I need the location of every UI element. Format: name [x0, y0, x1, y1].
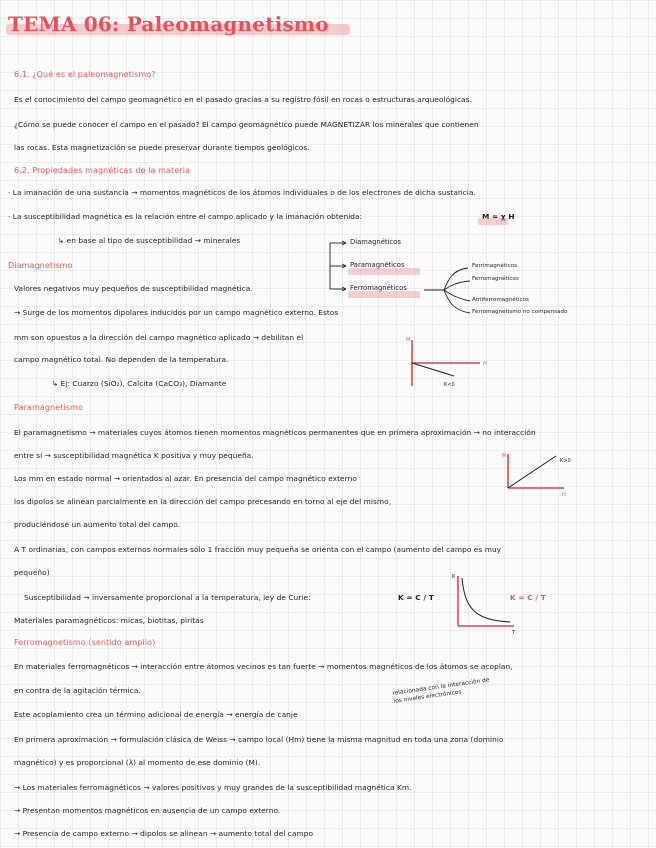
tree-antiferromagneticos: Antiferromagnéticos: [472, 297, 529, 303]
tree-ferro-no-compensado: Ferromagnetismo no compensado: [472, 309, 568, 315]
para-line-3: Los mm en estado normal → orientados al azar. En presencia del campo magnético externo: [14, 474, 357, 483]
dia-line-5: ↳ Ej: Cuarzo (SiO₂), Calcita (CaCO₃), Diamante: [52, 379, 227, 388]
paramagnetism-mh-graph: [500, 450, 590, 500]
dia-graph-y-label: M: [406, 337, 411, 343]
dia-line-4: campo magnético total. No dependen de la temperatura.: [14, 355, 229, 364]
dia-line-2: → Surge de los momentos dipolares inducidos por un campo magnético externo. Estos: [14, 308, 339, 317]
ferro-line-6: → Los materiales ferromagnéticos → valores positivos y muy grandes de la susceptibilidad magnética Km.: [14, 783, 412, 792]
curie-law-graph: [448, 568, 528, 638]
tree-ferrimagneticos: Ferrimagnéticos: [472, 263, 517, 269]
s62-bullet-1: · La imanación de una sustancia → momentos magnéticos de los átomos individuales o de los electrones de dicha sustancia.: [8, 188, 476, 197]
susceptibility-formula: M = χ H: [482, 212, 515, 221]
section-6-1-heading: 6.1. ¿Qué es el paleomagnetismo?: [14, 70, 156, 79]
para-line-5: produciéndose un aumento total del campo.: [14, 520, 181, 529]
para-line-1: El paramagnetismo → materiales cuyos átomos tienen momentos magnéticos permanentes que en primera aproximación → no interacción: [14, 428, 536, 437]
tree-ferromagneticos: Ferromagnéticos: [350, 284, 407, 292]
dia-line-3: mm son opuestos a la dirección del campo magnético aplicado → debilitan el: [14, 333, 304, 342]
tree-paramagneticos: Paramagnéticos: [350, 261, 405, 269]
ferromagnetismo-heading: Ferromagnetismo (sentido amplio): [14, 638, 156, 647]
para-line-9: Materiales paramagnéticos: micas, biotitas, piritas: [14, 616, 204, 625]
s62-bullet-3: ↳ en base al tipo de susceptibilidad → minerales: [58, 236, 241, 245]
curie-graph-y-label: K: [452, 574, 456, 580]
tree-diamagneticos: Diamagnéticos: [350, 238, 401, 246]
curie-graph-x-label: T: [512, 630, 516, 636]
dia-graph-x-label: H: [483, 361, 487, 367]
para-mh-x-label: H: [562, 492, 566, 498]
paramagnetismo-heading: Paramagnetismo: [14, 403, 83, 412]
section-6-2-heading: 6.2. Propiedades magnéticas de la materia: [14, 166, 191, 175]
ferro-line-2: en contra de la agitación térmica.: [14, 686, 141, 695]
para-line-2: entre sí → susceptibilidad magnética K positiva y muy pequeña.: [14, 451, 254, 460]
s62-bullet-2: · La susceptibilidad magnética es la relación entre el campo aplicado y la imanación obtenida:: [8, 212, 363, 221]
curie-law-formula: K = C / T: [398, 593, 434, 602]
ferro-line-4: En primera aproximación → formulación clásica de Weiss → campo local (Hm) tiene la misma magnitud en toda una zona (dominio: [14, 735, 504, 744]
para-mh-y-label: M: [502, 453, 507, 459]
ferro-line-8: → Presencia de campo externo → dipolos se alinean → aumento total del campo: [14, 829, 314, 838]
diamagnetism-graph: [404, 336, 494, 390]
page-title: TEMA 06: Paleomagnetismo: [8, 12, 329, 36]
diamagnetismo-heading: Diamagnetismo: [8, 261, 73, 270]
s61-line-2: ¿Cómo se puede conocer el campo en el pasado? El campo geomagnético puede MAGNETIZAR los minerales que contienen: [14, 120, 479, 129]
ferro-line-1: En materiales ferromagnéticos → interacción entre átomos vecinos es tan fuerte → momentos magnéticos de los átomos se acoplan,: [14, 662, 513, 671]
tree-ferromagneticos-sub: Ferromagnéticos: [472, 276, 519, 282]
para-line-6: A T ordinarias, con campos externos normales sólo 1 fracción muy pequeña se orienta con el campo (aumento del campo es muy: [14, 545, 502, 554]
s61-line-1: Es el conocimiento del campo geomagnético en el pasado gracias a su registro fósil en rocas o estructuras arqueológicas.: [14, 95, 472, 104]
para-mh-line-label: K>0: [560, 458, 571, 464]
ferro-line-5: magnético) y es proporcional (λ) al momento de ese dominio (M).: [14, 758, 261, 767]
para-line-7: pequeño): [14, 568, 50, 577]
para-line-8: Susceptibilidad → inversamente proporcional a la temperatura, ley de Curie:: [24, 593, 311, 602]
curie-graph-formula: K = C / T: [510, 593, 546, 602]
s61-line-3: las rocas. Esta magnetización se puede preservar durante tiempos geológicos.: [14, 143, 310, 152]
ferro-line-3: Este acoplamiento crea un término adicional de energía → energía de canje: [14, 710, 298, 719]
ferro-highlight: [348, 291, 420, 298]
dia-line-1: Valores negativos muy pequeños de susceptibilidad magnética.: [14, 284, 253, 293]
para-highlight: [348, 268, 420, 275]
ferro-line-7: → Presentan momentos magnéticos en ausencia de un campo externo.: [14, 806, 281, 815]
dia-graph-line-label: K<0: [444, 382, 455, 388]
exchange-energy-note: relacionada con la interacción de los niveles electrónicos: [392, 677, 490, 705]
para-line-4: los dipolos se alinean parcialmente en la dirección del campo precesando en torno al eje del mismo,: [14, 497, 392, 506]
